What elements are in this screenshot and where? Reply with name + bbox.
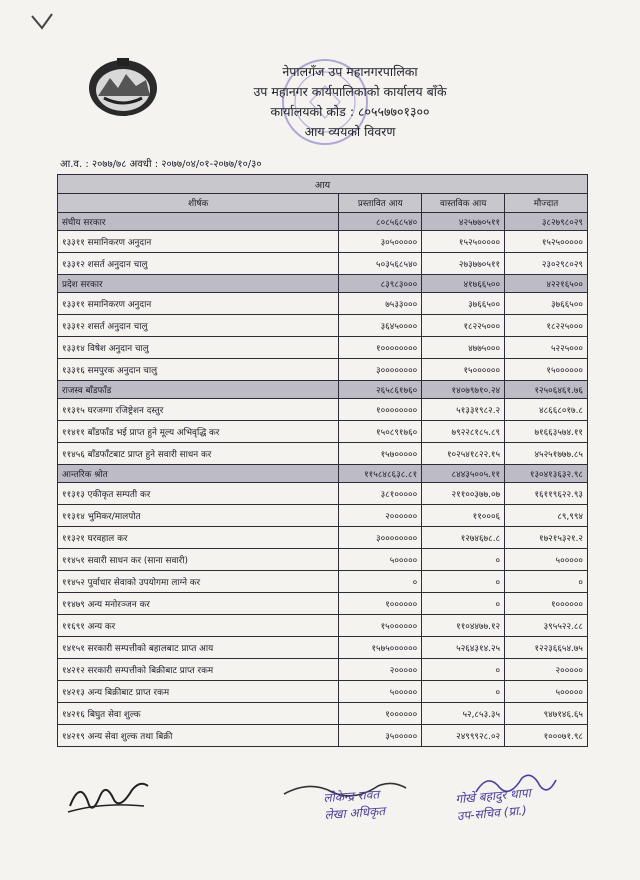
corner-mark-icon — [30, 12, 54, 32]
balance: ७१६६३५७४.११ — [505, 421, 588, 443]
table-body — [58, 213, 588, 747]
table-row — [58, 293, 588, 315]
row-heading: ११६९१ अन्य कर — [58, 615, 339, 637]
proposed-income: १५७५०००००० — [339, 637, 422, 659]
proposed-income: ५००००० — [339, 681, 422, 703]
table-row — [58, 359, 588, 381]
balance: १८२२५००० — [505, 315, 588, 337]
row-heading: ११३१४ भुमिकर/मालपोत — [58, 505, 339, 527]
balance: १५०००००० — [505, 359, 588, 381]
row-heading: राजस्व बाँडफाँड — [58, 381, 339, 399]
balance: ९४७१४६.६५ — [505, 703, 588, 725]
group-row — [58, 381, 588, 399]
balance: ३९५५२२.८८ — [505, 615, 588, 637]
table-row — [58, 703, 588, 725]
table-row — [58, 399, 588, 421]
actual-income: १२७४६७८.८ — [422, 527, 505, 549]
actual-income: ० — [422, 659, 505, 681]
balance: ४२२१६५०० — [505, 275, 588, 293]
proposed-income: ३०००००००० — [339, 359, 422, 381]
table-row — [58, 593, 588, 615]
proposed-income: ३५००००० — [339, 725, 422, 747]
secretary-name: गोखे बहादुर थापा — [454, 785, 532, 807]
row-heading: ११४११ बाँडफाँड भई प्राप्त हुने मूल्य अभिवृद्धि कर — [58, 421, 339, 443]
actual-income: १०२५४१८२२.१५ — [422, 443, 505, 465]
row-heading: संघीय सरकार — [58, 213, 339, 231]
actual-income: ३७६६५०० — [422, 293, 505, 315]
fiscal-period: आ.व. : २०७७/७८ अवधी : २०७७/०४/०१-२०७७/१०/३० — [60, 159, 262, 170]
table-row — [58, 681, 588, 703]
balance: ५२२५००० — [505, 337, 588, 359]
balance: ० — [505, 571, 588, 593]
balance: ३७६६५०० — [505, 293, 588, 315]
municipality-name: नेपालगँज उप महानगरपालिका — [282, 64, 418, 79]
actual-income: १५२५००००० — [422, 231, 505, 253]
balance: १५२५००००० — [505, 231, 588, 253]
table-row — [58, 421, 588, 443]
actual-income: ५१३३१९८२.२ — [422, 399, 505, 421]
balance: ३८२७९८०२९ — [505, 213, 588, 231]
income-table — [57, 174, 588, 747]
table-row — [58, 483, 588, 505]
column-header-proposed: प्रस्तावित आय — [339, 194, 422, 213]
actual-income: ४२५७७०५११ — [422, 213, 505, 231]
actual-income: २७३७७०५११ — [422, 253, 505, 275]
balance: १०००७१.९८ — [505, 725, 588, 747]
balance: ५००००० — [505, 681, 588, 703]
actual-income: ० — [422, 681, 505, 703]
proposed-income: १५७००००० — [339, 443, 422, 465]
proposed-income: १०००००० — [339, 703, 422, 725]
proposed-income: ३०५००००० — [339, 231, 422, 253]
table-row — [58, 549, 588, 571]
officer-title: लेखा अधिकृत — [324, 803, 386, 823]
actual-income: ८४४३५००५.११ — [422, 465, 505, 483]
table-row — [58, 615, 588, 637]
table-row — [58, 443, 588, 465]
secretary-stamp — [455, 785, 533, 825]
proposed-income: १०००००००० — [339, 399, 422, 421]
table-row — [58, 505, 588, 527]
actual-income: ४७७५००० — [422, 337, 505, 359]
balance: १६११९६२२.९३ — [505, 483, 588, 505]
proposed-income: ५०३५६८५४० — [339, 253, 422, 275]
row-heading: १३३१२ शसर्त अनुदान चालु — [58, 253, 339, 275]
row-heading: १३३१२ शसर्त अनुदान चालु — [58, 315, 339, 337]
table-row — [58, 659, 588, 681]
row-heading: ११४७९ अन्य मनोरञ्जन कर — [58, 593, 339, 615]
balance: २००००० — [505, 659, 588, 681]
table-row — [58, 253, 588, 275]
proposed-income: ८०८५६८५४० — [339, 213, 422, 231]
officer-stamp — [323, 786, 386, 824]
emblem-icon — [84, 52, 162, 120]
proposed-income: ८३९८३००० — [339, 275, 422, 293]
proposed-income: ३६४५०००० — [339, 315, 422, 337]
signature-left — [62, 772, 152, 822]
row-heading: १३३११ समानिकरण अनुदान — [58, 293, 339, 315]
proposed-income: ७५३३००० — [339, 293, 422, 315]
balance: १२५०६४६१.७६ — [505, 381, 588, 399]
group-row — [58, 465, 588, 483]
table-row — [58, 571, 588, 593]
proposed-income: २०००००० — [339, 505, 422, 527]
proposed-income: ३०००००००० — [339, 527, 422, 549]
officer-name: लोकेन्द्र रावत — [322, 787, 380, 806]
actual-income: २११००३७७.०७ — [422, 483, 505, 505]
actual-income: १४०७९७१०.२४ — [422, 381, 505, 399]
column-header-actual: वास्तविक आय — [422, 194, 505, 213]
proposed-income: २६५८६१७६० — [339, 381, 422, 399]
row-heading: ११३१३ एकीकृत सम्पती कर — [58, 483, 339, 505]
column-header-balance: मौज्दात — [505, 194, 588, 213]
proposed-income: ० — [339, 571, 422, 593]
actual-income: ० — [422, 571, 505, 593]
proposed-income: १५०००००० — [339, 615, 422, 637]
row-heading: ११४५२ पुर्वाधार सेवाको उपयोगमा लाग्ने कर — [58, 571, 339, 593]
document-header — [180, 62, 520, 142]
table-title: आय — [58, 175, 588, 194]
row-heading: आन्तरिक श्रोत — [58, 465, 339, 483]
actual-income: ० — [422, 549, 505, 571]
row-heading: १३३१६ समपुरक अनुदान चालु — [58, 359, 339, 381]
actual-income: ११०००६ — [422, 505, 505, 527]
row-heading: ११३१५ घरजग्गा रजिष्ट्रेशन दस्तुर — [58, 399, 339, 421]
actual-income: ७९२२८१८५.८९ — [422, 421, 505, 443]
table-row — [58, 231, 588, 253]
balance: ४८६६८०१७.८ — [505, 399, 588, 421]
table-row — [58, 337, 588, 359]
row-heading: १४१५१ सरकारी सम्पत्तीको बहालबाट प्राप्त आय — [58, 637, 339, 659]
office-name: उप महानगर कार्यपालिकाको कार्यालय बाँके — [253, 84, 447, 99]
row-heading: १४२१२ सरकारी सम्पत्तीको बिक्रीबाट प्राप्त रकम — [58, 659, 339, 681]
actual-income: २४९९९२८.०२ — [422, 725, 505, 747]
row-heading: १३३११ समानिकरण अनुदान — [58, 231, 339, 253]
row-heading: १४२१९ अन्य सेवा शुल्क तथा बिक्री — [58, 725, 339, 747]
actual-income: १५०००००० — [422, 359, 505, 381]
column-header-heading: शीर्षक — [58, 194, 339, 213]
actual-income: ४१७६६५०० — [422, 275, 505, 293]
balance: २३०२९८०२९ — [505, 253, 588, 275]
row-heading: १४२१३ अन्य बिक्रीबाट प्राप्त रकम — [58, 681, 339, 703]
balance: १३०४१३६३२.९८ — [505, 465, 588, 483]
table-row — [58, 315, 588, 337]
table-row — [58, 637, 588, 659]
actual-income: १८२२५००० — [422, 315, 505, 337]
row-heading: ११४५६ बाँडफाँटबाट प्राप्त हुने सवारी साधन कर — [58, 443, 339, 465]
group-row — [58, 275, 588, 293]
table-row — [58, 725, 588, 747]
balance: ५००००० — [505, 549, 588, 571]
balance: ४५२५१७७७.८५ — [505, 443, 588, 465]
row-heading: ११३२१ घरवहाल कर — [58, 527, 339, 549]
actual-income: ११०४४७७.१२ — [422, 615, 505, 637]
balance: ८९,९९४ — [505, 505, 588, 527]
balance: १७२१५३२१.२ — [505, 527, 588, 549]
balance: १२२३६६५४.७५ — [505, 637, 588, 659]
proposed-income: १०००००००० — [339, 337, 422, 359]
row-heading: १३३१४ विषेश अनुदान चालु — [58, 337, 339, 359]
proposed-income: १५०८९१७६० — [339, 421, 422, 443]
office-code: कार्यालयको कोड : ८०५५७७०१३०० — [270, 104, 430, 119]
balance: १०००००० — [505, 593, 588, 615]
actual-income: ० — [422, 593, 505, 615]
group-row — [58, 213, 588, 231]
row-heading: ११४५१ सवारी साधन कर (साना सवारी) — [58, 549, 339, 571]
secretary-title: उप-सचिव (प्रा.) — [456, 803, 528, 824]
table-row — [58, 527, 588, 549]
row-heading: प्रदेश सरकार — [58, 275, 339, 293]
report-title: आय व्ययको विवरण — [304, 124, 396, 139]
actual-income: ५२,८५३.३५ — [422, 703, 505, 725]
row-heading: १४२१६ बिघुत सेवा शुल्क — [58, 703, 339, 725]
proposed-income: १०००००० — [339, 593, 422, 615]
proposed-income: ३८१००००० — [339, 483, 422, 505]
proposed-income: ११५८४८६३८.८१ — [339, 465, 422, 483]
actual-income: ५२६४३१४.२५ — [422, 637, 505, 659]
proposed-income: २००००० — [339, 659, 422, 681]
proposed-income: ५००००० — [339, 549, 422, 571]
